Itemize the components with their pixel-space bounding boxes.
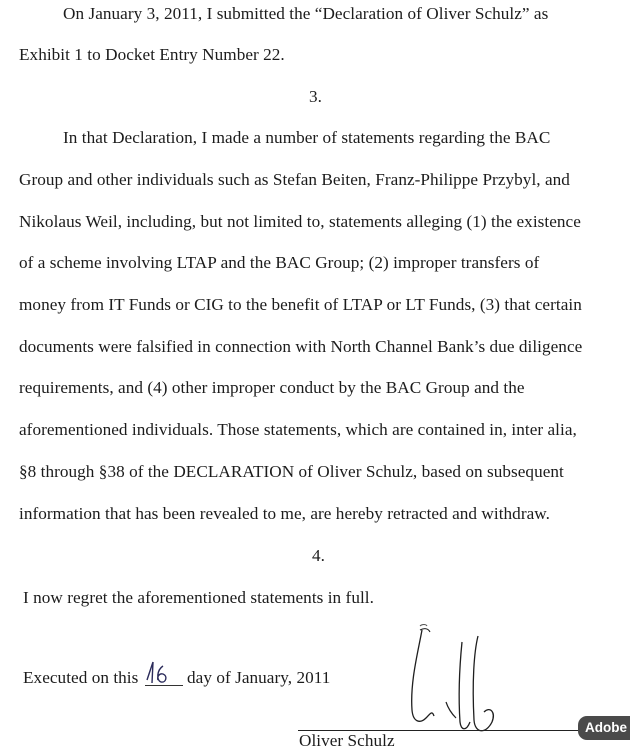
intro-line-2: Exhibit 1 to Docket Entry Number 22. [19,45,285,64]
paragraph-3-line: information that has been revealed to me, are hereby retracted and withdraw. [19,504,550,523]
paragraph-3-line: aforementioned individuals. Those statements, which are contained in, inter alia, [19,420,577,439]
intro-line-1: On January 3, 2011, I submitted the “Declaration of Oliver Schulz” as [63,4,549,23]
paragraph-3-line: of a scheme involving LTAP and the BAC Group; (2) improper transfers of [19,253,540,272]
paragraph-3-line: requirements, and (4) other improper conduct by the BAC Group and the [19,378,525,397]
executed-prefix: Executed on this [23,668,139,687]
paragraph-3-line: In that Declaration, I made a number of statements regarding the BAC [63,128,551,147]
paragraph-3-line: Group and other individuals such as Stefan Beiten, Franz-Philippe Przybyl, and [19,170,570,189]
paragraph-3-line: money from IT Funds or CIG to the benefit of LTAP or LT Funds, (3) that certain [19,295,582,314]
signer-name: Oliver Schulz [299,731,395,750]
executed-suffix: day of January, 2011 [187,668,331,687]
adobe-badge[interactable]: Adobe [578,716,630,740]
paragraph-3-line: §8 through §38 of the DECLARATION of Oliver Schulz, based on subsequent [19,462,564,481]
handwritten-day [143,656,183,686]
paragraph-3-line: documents were falsified in connection with North Channel Bank’s due diligence [19,337,583,356]
paragraph-number-3: 3. [309,87,322,106]
signature [400,622,510,747]
paragraph-number-4: 4. [312,546,325,565]
paragraph-4-text: I now regret the aforementioned statements in full. [23,588,374,607]
paragraph-3-line: Nikolaus Weil, including, but not limited to, statements alleging (1) the existence [19,212,581,231]
date-fill-line [145,685,183,686]
